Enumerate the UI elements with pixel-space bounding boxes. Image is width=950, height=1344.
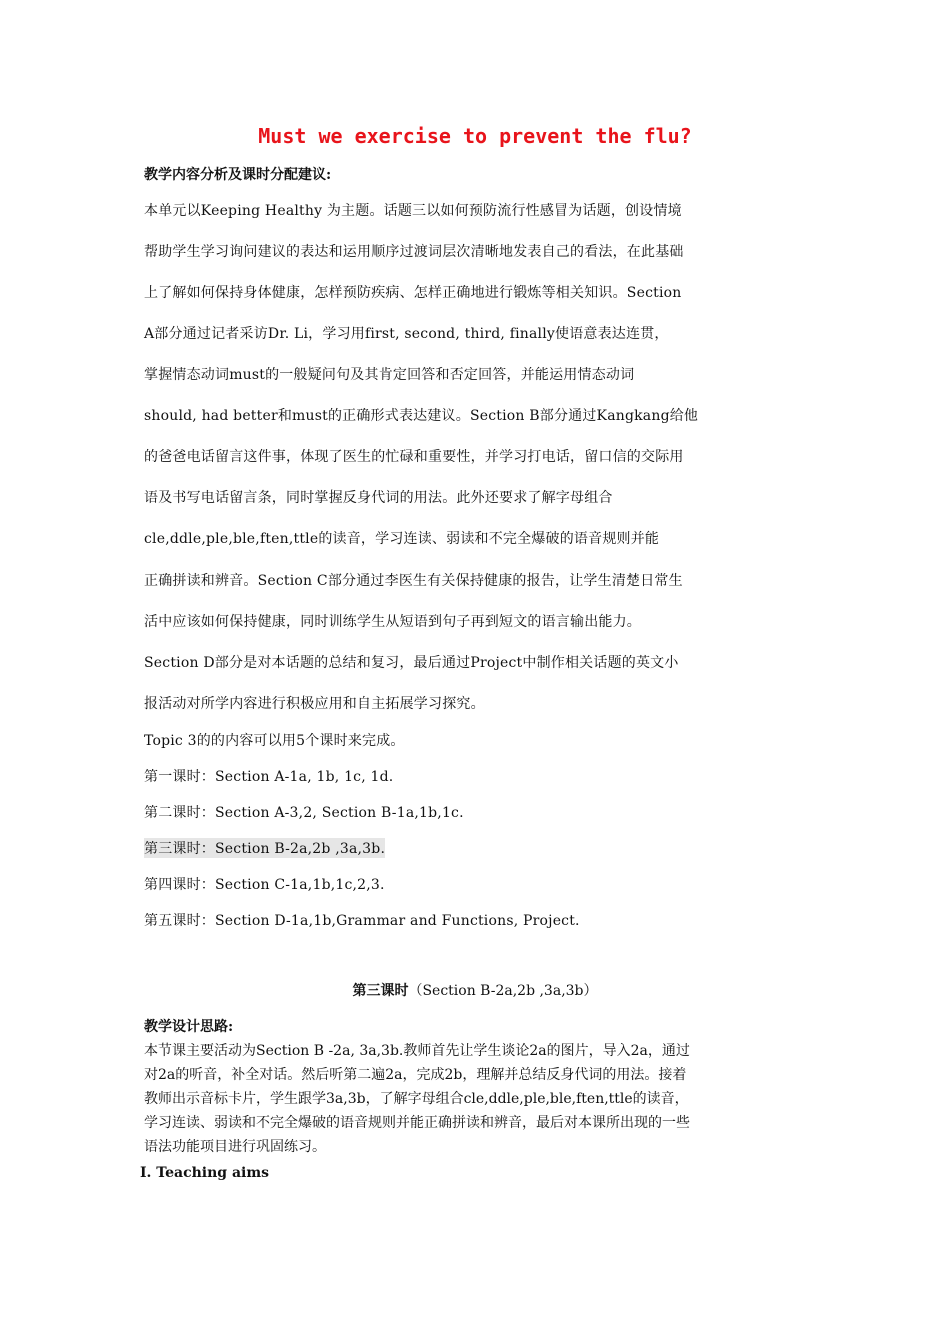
analysis-line: 语及书写电话留言条，同时掌握反身代词的用法。此外还要求了解字母组合 [144,490,613,506]
analysis-heading: 教学内容分析及课时分配建议: [144,167,332,183]
analysis-line: 上了解如何保持身体健康，怎样预防疾病、怎样正确地进行锻炼等相关知识。Section [144,285,682,301]
analysis-line: 的爸爸电话留言这件事，体现了医生的忙碌和重要性，并学习打电话，留口信的交际用 [144,449,684,465]
design-line: 学习连读、弱读和不完全爆破的语音规则并能正确拼读和辨音，最后对本课所出现的一些 [144,1115,690,1131]
lesson-heading [0,980,950,1000]
analysis-line: A部分通过记者采访Dr. Li，学习用first, second, third, finally使语意表达连贯， [144,326,669,342]
analysis-line: 正确拼读和辨音。Section C部分通过李医生有关保持健康的报告，让学生清楚日常生 [144,573,683,589]
schedule-item: 第一课时：Section A-1a, 1b, 1c, 1d. [144,769,394,785]
analysis-line: 掌握情态动词must的一般疑问句及其肯定回答和否定回答，并能运用情态动词 [144,367,635,383]
schedule-item: 第二课时：Section A-3,2, Section B-1a,1b,1c. [144,805,464,821]
design-line: 语法功能项目进行巩固练习。 [144,1139,326,1155]
document-title: Must we exercise to prevent the flu? [258,124,692,148]
schedule-item: 第四课时：Section C-1a,1b,1c,2,3. [144,877,385,893]
design-line: 教师出示音标卡片，学生跟学3a,3b，了解字母组合cle,ddle,ple,ble,ften,ttle的读音， [144,1091,689,1107]
schedule-item-highlighted: 第三课时：Section B-2a,2b ,3a,3b. [144,838,385,858]
design-line: 对2a的听音，补全对话。然后听第二遍2a，完成2b，理解并总结反身代词的用法。接着 [144,1067,687,1083]
analysis-line: cle,ddle,ple,ble,ften,ttle的读音，学习连读、弱读和不完全爆破的语音规则并能 [144,531,660,547]
design-line: 本节课主要活动为Section B -2a, 3a,3b.教师首先让学生谈论2a的图片，导入2a，通过 [144,1043,690,1059]
teaching-aims-heading: Ⅰ. Teaching aims [140,1165,270,1181]
schedule-intro: Topic 3的的内容可以用5个课时来完成。 [144,733,405,749]
analysis-line: 本单元以Keeping Healthy 为主题。话题三以如何预防流行性感冒为话题，创设情境 [144,203,682,219]
analysis-line: 活中应该如何保持健康，同时训练学生从短语到句子再到短文的语言输出能力。 [144,614,641,630]
analysis-line: should, had better和must的正确形式表达建议。Section B部分通过Kangkang给他 [144,408,699,424]
lesson-heading-label: 第三课时 [352,983,409,999]
analysis-line: Section D部分是对本话题的总结和复习，最后通过Project中制作相关话题的英文小 [144,655,679,671]
lesson-heading-sections: （Section B-2a,2b ,3a,3b） [408,983,598,999]
design-heading: 教学设计思路: [144,1019,234,1035]
schedule-item: 第五课时：Section D-1a,1b,Grammar and Functions, Project. [144,913,580,929]
analysis-line: 帮助学生学习询问建议的表达和运用顺序过渡词层次清晰地发表自己的看法，在此基础 [144,244,684,260]
analysis-line: 报活动对所学内容进行积极应用和自主拓展学习探究。 [144,696,485,712]
